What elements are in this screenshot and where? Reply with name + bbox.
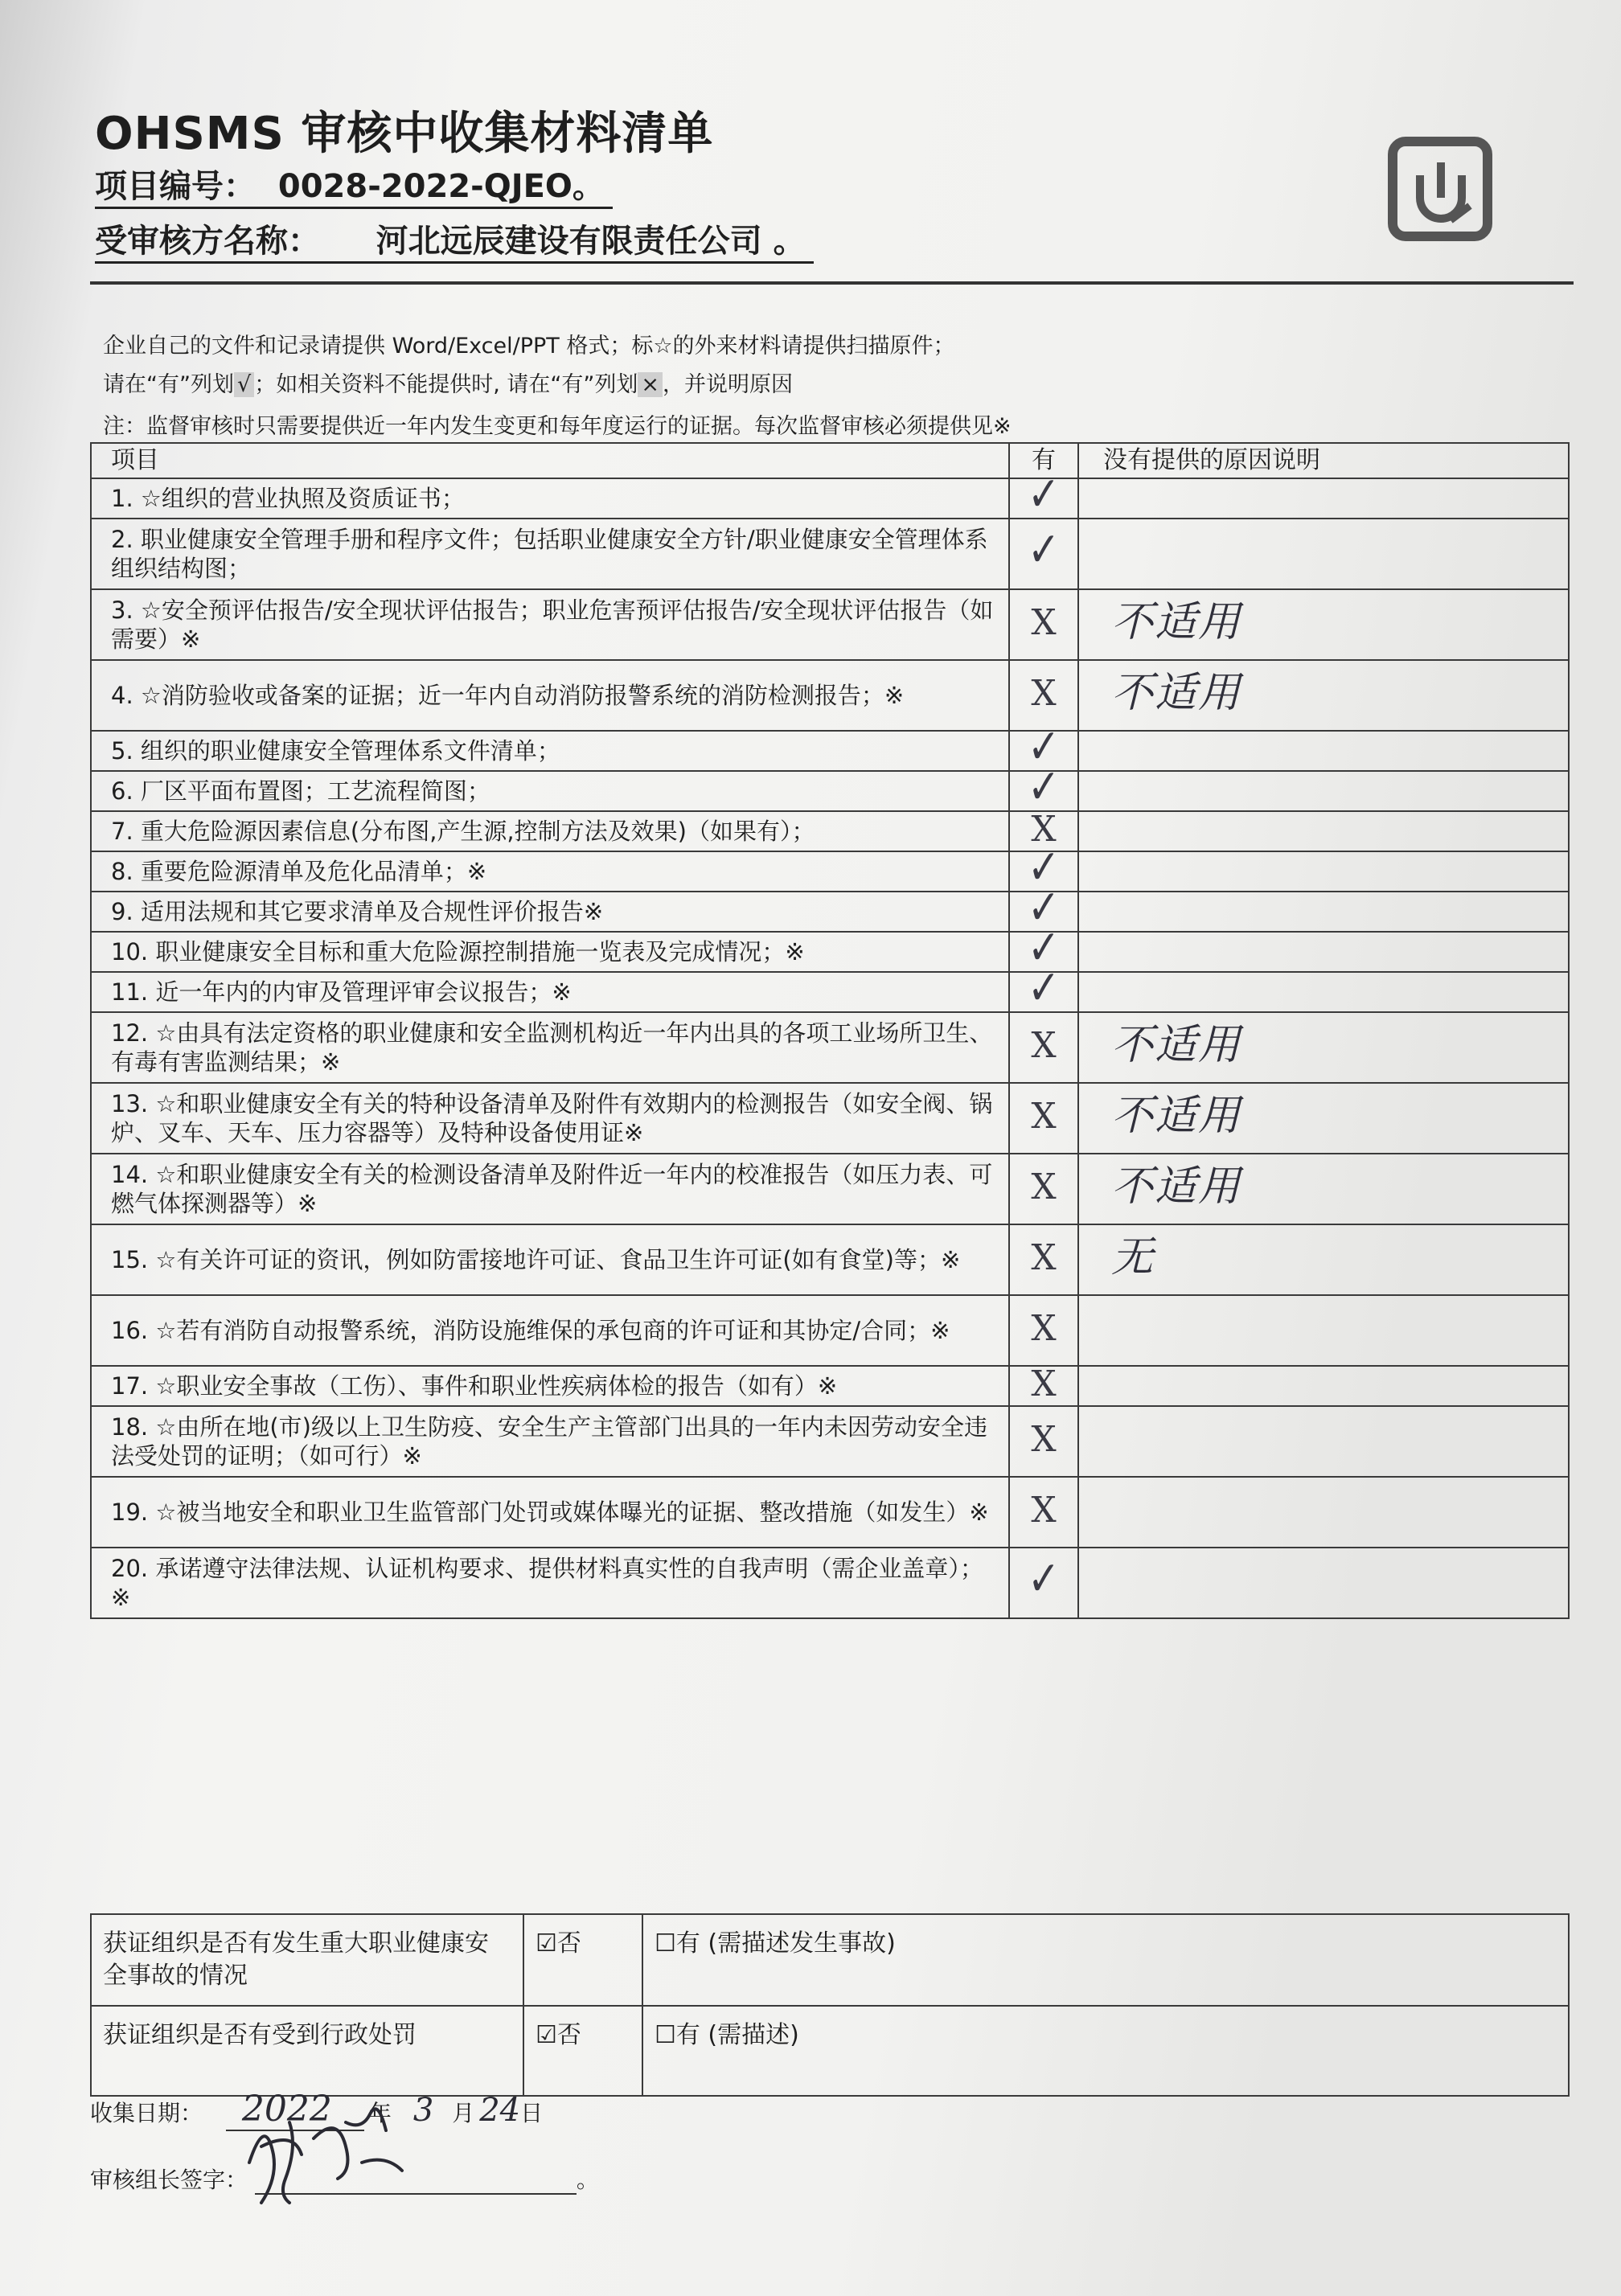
row-reason-cell	[1078, 851, 1569, 892]
row-reason-cell	[1078, 731, 1569, 771]
status-option-yes[interactable]: ☐有 (需描述)	[642, 2006, 1569, 2096]
table-row	[91, 811, 1569, 851]
row-item-text: 19. ☆被当地安全和职业卫生监管部门处罚或媒体曝光的证据、整改措施（如发生）※	[91, 1477, 1009, 1548]
table-header-row	[91, 443, 1569, 478]
row-item-text: 16. ☆若有消防自动报警系统，消防设施维保的承包商的许可证和其协定/合同；※	[91, 1295, 1009, 1366]
row-has-cell	[1009, 1012, 1078, 1083]
auditee-name: 河北远辰建设有限责任公司 。	[375, 223, 806, 260]
status-option-no[interactable]: ☑否	[523, 2006, 642, 2096]
row-reason-cell	[1078, 478, 1569, 519]
column-header-reason: 没有提供的原因说明	[1078, 443, 1569, 478]
cross-mark-icon: X	[1031, 1419, 1057, 1460]
project-number-line	[95, 161, 613, 207]
check-mark-icon: ✓	[1027, 839, 1061, 896]
cross-mark-icon: X	[1031, 1490, 1057, 1531]
collection-date-line: 收集日期： 2022 年 3 月 24日	[90, 2089, 544, 2130]
date-month: 3	[412, 2092, 434, 2129]
row-has-cell	[1009, 466, 1078, 523]
row-has-cell	[1009, 1083, 1078, 1154]
check-mark-icon: ✓	[1027, 719, 1061, 775]
row-reason-cell	[1078, 660, 1569, 731]
check-mark-icon: ✓	[1027, 920, 1061, 976]
row-reason-cell	[1078, 1477, 1569, 1548]
table-row	[91, 892, 1569, 932]
row-reason-cell	[1078, 1366, 1569, 1406]
row-reason-cell	[1078, 1224, 1569, 1295]
table-row	[91, 932, 1569, 972]
row-item-text: 3. ☆安全预评估报告/安全现状评估报告；职业危害预评估报告/安全现状评估报告（如需要）※	[91, 589, 1009, 660]
row-item-text: 11. 近一年内的内审及管理评审会议报告；※	[91, 972, 1009, 1012]
check-mark-icon: ✓	[1027, 1551, 1061, 1607]
row-item-text: 14. ☆和职业健康安全有关的检测设备清单及附件近一年内的校准报告（如压力表、可燃气体探测器等）※	[91, 1154, 1009, 1224]
table-row	[91, 1406, 1569, 1477]
table-row	[91, 660, 1569, 731]
instruction-line-1: 企业自己的文件和记录请提供 Word/Excel/PPT 格式；标☆的外来材料请提供扫描原件；	[103, 334, 955, 359]
row-has-cell	[1009, 1224, 1078, 1295]
table-row	[91, 589, 1569, 660]
table-row	[91, 1224, 1569, 1295]
table-row	[91, 1366, 1569, 1406]
instruction-line-3: 注：监督审核时只需要提供近一年内发生变更和每年度运行的证据。每次监督审核必须提供见※	[103, 414, 1012, 439]
status-row	[91, 1914, 1569, 2006]
check-mark-icon: ✓	[1027, 759, 1061, 815]
status-option-yes[interactable]: ☐有 (需描述发生事故)	[642, 1914, 1569, 2006]
table-row	[91, 851, 1569, 892]
table-row	[91, 1548, 1569, 1618]
auditee-label: 受审核方名称：	[95, 223, 320, 260]
handwritten-signature-icon	[241, 2090, 426, 2227]
table-row	[91, 1012, 1569, 1083]
row-has-cell	[1009, 1363, 1078, 1406]
table-row	[91, 771, 1569, 811]
check-mark-icon: ✓	[1027, 466, 1061, 523]
row-item-text: 13. ☆和职业健康安全有关的特种设备清单及附件有效期内的检测报告（如安全阀、锅炉、叉车、天车、压力容器等）及特种设备使用证※	[91, 1083, 1009, 1154]
row-reason-cell	[1078, 1406, 1569, 1477]
row-item-text: 2. 职业健康安全管理手册和程序文件；包括职业健康安全方针/职业健康安全管理体系组织结构图；	[91, 519, 1009, 589]
row-has-cell	[1009, 1406, 1078, 1477]
row-item-text: 17. ☆职业安全事故（工伤）、事件和职业性疾病体检的报告（如有）※	[91, 1366, 1009, 1406]
check-sample-icon: √	[234, 372, 254, 397]
row-item-text: 18. ☆由所在地(市)级以上卫生防疫、安全生产主管部门出具的一年内未因劳动安全违法受处罚的证明；（如可行）※	[91, 1406, 1009, 1477]
date-label: 收集日期：	[90, 2100, 203, 2126]
row-item-text: 10. 职业健康安全目标和重大危险源控制措施一览表及完成情况；※	[91, 932, 1009, 972]
row-has-cell	[1009, 589, 1078, 660]
row-item-text: 1. ☆组织的营业执照及资质证书；	[91, 478, 1009, 519]
row-reason-cell	[1078, 589, 1569, 660]
project-number: 0028-2022-QJEO。	[277, 168, 605, 205]
materials-checklist-table	[90, 442, 1570, 1619]
row-has-cell	[1009, 960, 1078, 1016]
date-year: 2022	[226, 2089, 364, 2131]
check-mark-icon: ✓	[1027, 879, 1061, 936]
row-item-text: 12. ☆由具有法定资格的职业健康和安全监测机构近一年内出具的各项工业场所卫生、有毒有害监测结果；※	[91, 1012, 1009, 1083]
check-mark-icon: ✓	[1027, 522, 1061, 578]
table-row	[91, 1154, 1569, 1224]
row-reason-cell	[1078, 519, 1569, 589]
auditee-line	[95, 215, 814, 261]
row-reason-cell	[1078, 811, 1569, 851]
row-has-cell	[1009, 519, 1078, 589]
row-has-cell	[1009, 1477, 1078, 1548]
cross-sample-icon: ×	[638, 372, 663, 397]
row-item-text: 15. ☆有关许可证的资讯，例如防雷接地许可证、食品卫生许可证(如有食堂)等；※	[91, 1224, 1009, 1295]
cross-mark-icon: X	[1031, 1363, 1057, 1404]
signature-line: 审核组长签字： 。	[90, 2167, 599, 2193]
handwritten-reason: 不适用	[1111, 1162, 1242, 1211]
table-row	[91, 731, 1569, 771]
cross-mark-icon: X	[1031, 1166, 1057, 1207]
row-item-text: 4. ☆消防验收或备案的证据；近一年内自动消防报警系统的消防检测报告；※	[91, 660, 1009, 731]
project-number-label: 项目编号：	[95, 168, 256, 205]
certification-logo-icon	[1388, 137, 1492, 241]
status-option-no[interactable]: ☑否	[523, 1914, 642, 2006]
row-reason-cell	[1078, 1295, 1569, 1366]
table-row	[91, 519, 1569, 589]
cross-mark-icon: X	[1031, 809, 1057, 850]
status-question: 获证组织是否有发生重大职业健康安全事故的情况	[91, 1914, 523, 2006]
row-reason-cell	[1078, 1548, 1569, 1618]
row-has-cell	[1009, 1154, 1078, 1224]
row-reason-cell	[1078, 932, 1569, 972]
status-question: 获证组织是否有受到行政处罚	[91, 2006, 523, 2096]
cross-mark-icon: X	[1031, 1096, 1057, 1137]
incident-status-table	[90, 1913, 1570, 2097]
cross-mark-icon: X	[1031, 1308, 1057, 1349]
row-reason-cell	[1078, 892, 1569, 932]
handwritten-reason: 不适用	[1111, 668, 1242, 717]
row-item-text: 6. 厂区平面布置图；工艺流程简图；	[91, 771, 1009, 811]
row-reason-cell	[1078, 1154, 1569, 1224]
header-divider	[90, 281, 1574, 285]
row-has-cell	[1009, 1548, 1078, 1618]
table-row	[91, 1295, 1569, 1366]
row-reason-cell	[1078, 771, 1569, 811]
table-row	[91, 1083, 1569, 1154]
table-row	[91, 972, 1569, 1012]
column-header-has: 有	[1009, 443, 1078, 478]
handwritten-reason: 不适用	[1111, 597, 1242, 646]
cross-mark-icon: X	[1031, 673, 1057, 714]
cross-mark-icon: X	[1031, 602, 1057, 643]
signature-label: 审核组长签字：	[90, 2167, 248, 2193]
cross-mark-icon: X	[1031, 1237, 1057, 1278]
handwritten-reason: 不适用	[1111, 1020, 1242, 1069]
document-title: OHSMS 审核中收集材料清单	[95, 108, 714, 160]
row-item-text: 20. 承诺遵守法律法规、认证机构要求、提供材料真实性的自我声明（需企业盖章）；※	[91, 1548, 1009, 1618]
row-item-text: 9. 适用法规和其它要求清单及合规性评价报告※	[91, 892, 1009, 932]
date-day: 24	[479, 2092, 521, 2129]
instruction-line-2: 请在“有”列划 √ ；如相关资料不能提供时, 请在“有”列划 × ，并说明原因	[103, 372, 793, 397]
status-row	[91, 2006, 1569, 2096]
table-row	[91, 1477, 1569, 1548]
row-item-text: 7. 重大危险源因素信息(分布图,产生源,控制方法及效果)（如果有）；	[91, 811, 1009, 851]
handwritten-reason: 无	[1111, 1232, 1155, 1281]
column-header-item: 项目	[91, 443, 1009, 478]
row-has-cell	[1009, 759, 1078, 815]
check-mark-icon: ✓	[1027, 960, 1061, 1016]
cross-mark-icon: X	[1031, 1025, 1057, 1066]
row-reason-cell	[1078, 1012, 1569, 1083]
row-reason-cell	[1078, 972, 1569, 1012]
row-item-text: 5. 组织的职业健康安全管理体系文件清单；	[91, 731, 1009, 771]
row-has-cell	[1009, 1295, 1078, 1366]
row-item-text: 8. 重要危险源清单及危化品清单；※	[91, 851, 1009, 892]
row-reason-cell	[1078, 1083, 1569, 1154]
handwritten-reason: 不适用	[1111, 1091, 1242, 1140]
table-row	[91, 478, 1569, 519]
